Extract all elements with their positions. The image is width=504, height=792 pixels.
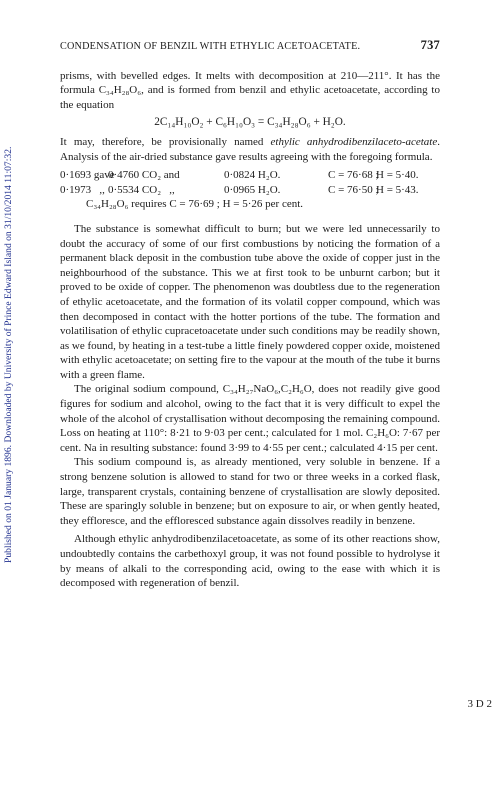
analysis-mass: 0·1693 gave xyxy=(60,169,115,182)
combustion-analysis xyxy=(60,168,440,212)
paragraph-5: This sodium compound is, as already mentioned, very soluble in benzene. If a strong benzene solution is allowed to stand for two or three weeks in a corked flask, large, transparent crystals, containing benzene of crystallisation are slowly deposited. These are sparingly soluble in benzene; but on exposure to air, or when gently heated, they effloresce, and the effloresced substance again dissolves readily in benzene. xyxy=(60,456,440,527)
analysis-h2o: 0·0824 H₂O. xyxy=(224,169,281,182)
analysis-carbon: C = 76·68 ; xyxy=(328,169,379,182)
running-header xyxy=(60,38,440,55)
analysis-row xyxy=(60,168,440,183)
paragraph-2 xyxy=(60,135,440,164)
signature-mark: 3 D 2 xyxy=(467,698,492,710)
provenance-sidebar xyxy=(3,30,17,680)
page-number: 737 xyxy=(420,38,440,52)
paragraph-1: prisms, with bevelled edges. It melts with decomposition at 210—211°. It has the formula C₃₄H₂₈O₆, and is formed from benzil and ethylic acetoacetate, according to the equation xyxy=(60,69,440,111)
page-body xyxy=(60,38,440,591)
analysis-co2: 0·4760 CO₂ and xyxy=(108,169,180,182)
paragraph-6: Although ethylic anhydrodibenzilacetoacetate, as some of its other reactions show, undoubtedly contains the carbethoxyl group, it was not found possible to hydrolyse it by means of alkali to the corresponding acid, owing to the ease with which it is decomposed with regeneration of benzil. xyxy=(60,533,440,590)
paragraph-2-start: It may, therefore, be provisionally named xyxy=(60,135,271,148)
analysis-carbon: C = 76·50 ; xyxy=(328,183,379,196)
paragraph-2-end: . Analysis of the air-dried substance gave results agreeing with the foregoing formula. xyxy=(60,135,440,163)
reaction-equation: 2C₁₄H₁₀O₂ + C₆H₁₀O₃ = C₃₄H₂₈O₆ + H₂O. xyxy=(154,116,346,129)
analysis-requires: C₃₄H₂₈O₆ requires C = 76·69 ; H = 5·26 per cent. xyxy=(86,198,304,211)
paragraph-3: The substance is somewhat difficult to burn; but we were led unnecessarily to doubt the accuracy of some of our first combustions by noticing the formation of a permanent black deposit in the combustion tube above the oxide of copper just in the neighbourhood of the substance. This we at first took to be unburnt carbon; but it proved to be oxide of copper. The phenomenon was doubtless due to the regeneration of ethylic acetoacetate, and the formation of its volatil copper compound, which was then decomposed in contact with the hotter portions of the tube. The formation and volatilisation of ethylic cupracetoacetate under such conditions may be readily shown, as we found, by heating in a test-tube a little finely powdered copper oxide, moistened with ethylic acetoacetate; on setting fire to the vapour at the mouth of the tube it burns with a green flame. xyxy=(60,222,440,381)
analysis-row xyxy=(60,183,440,198)
provenance-text: Published on 01 January 1896. Downloaded by University of Prince Edward Island on 31/10/2014 11:07:32. xyxy=(3,146,14,564)
analysis-co2: 0·5534 CO₂ ,, xyxy=(108,183,175,196)
analysis-h2o: 0·0965 H₂O. xyxy=(224,183,281,196)
analysis-hydrogen: H = 5·40. xyxy=(376,169,419,182)
running-title: CONDENSATION OF BENZIL WITH ETHYLIC ACETOACETATE. xyxy=(60,41,361,52)
paragraph-4: The original sodium compound, C₃₄H₂₇NaO₆,C₂H₆O, does not readily give good figures for sodium and alcohol, owing to the fact that it is very difficult to expel the whole of the alcohol of crystallisation without decomposing the remaining compound. Loss on heating at 110°: 8·21 to 9·03 per cent.; calculated for 1 mol. C₂H₆O: 7·67 per cent. Na in resulting substance: found 3·99 to 4·55 per cent.; calculated 4·15 per cent. xyxy=(60,383,440,454)
compound-name: ethylic anhydrodibenzilaceto-acetate xyxy=(270,135,438,148)
page-footer xyxy=(0,698,504,714)
analysis-hydrogen: H = 5·43. xyxy=(376,183,419,196)
analysis-mass: 0·1973 ,, xyxy=(60,183,105,196)
